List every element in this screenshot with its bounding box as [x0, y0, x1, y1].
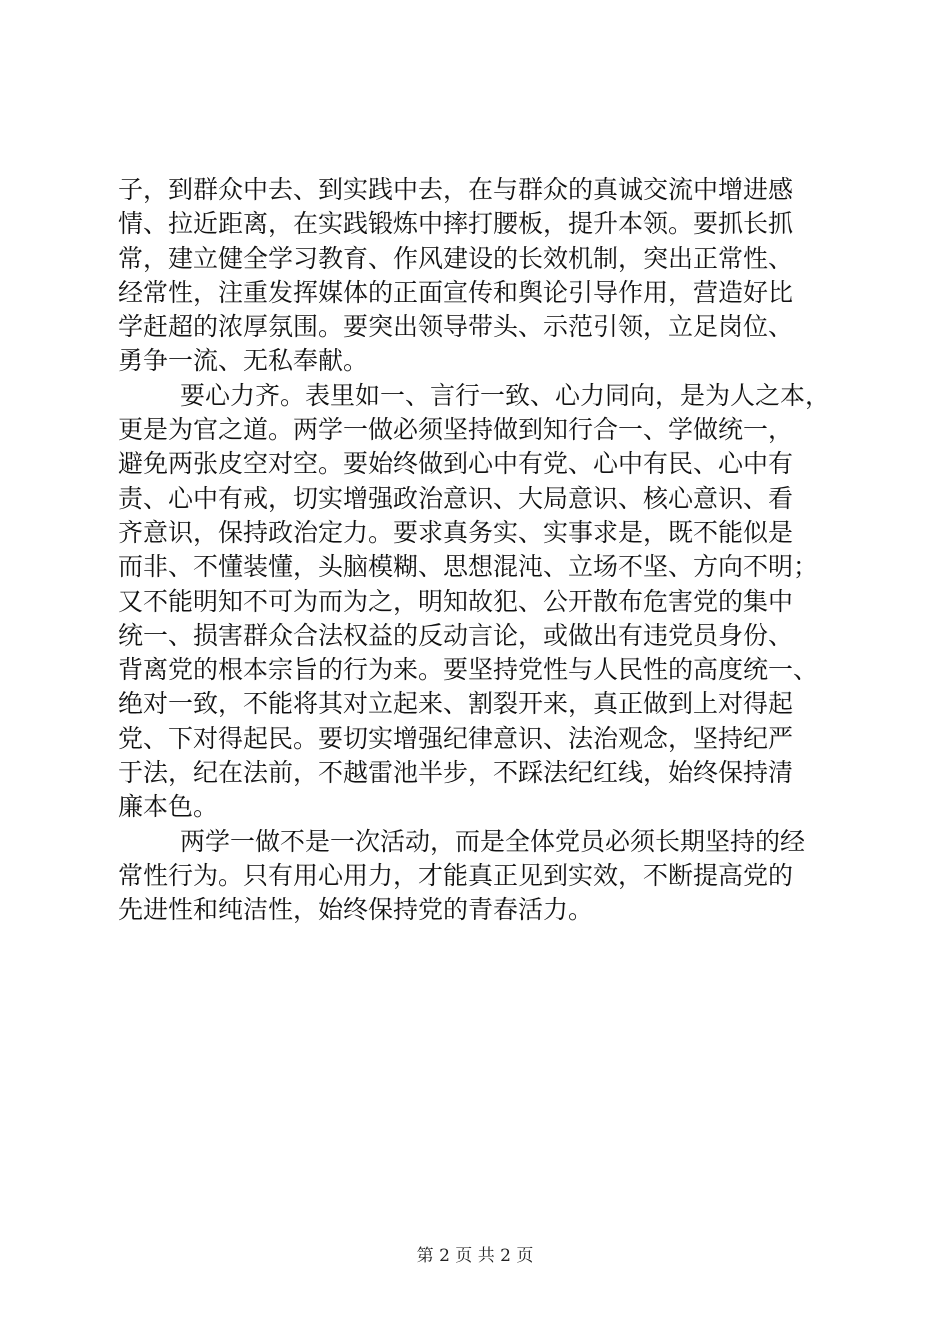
- text-line: 党、下对得起民。要切实增强纪律意识、法治观念，坚持纪严: [118, 723, 794, 753]
- page-number-footer: 第 2 页 共 2 页: [416, 1246, 534, 1266]
- paragraph-first-line: 要心力齐。表里如一、言行一致、心力同向，是为人之本，: [180, 380, 831, 410]
- text-line: 子，到群众中去、到实践中去，在与群众的真诚交流中增进感: [118, 175, 794, 204]
- text-line: 常性行为。只有用心用力，才能真正见到实效，不断提高党的: [118, 860, 794, 890]
- document-body: [118, 173, 838, 928]
- text-line: 统一、损害群众合法权益的反动言论，或做出有违党员身份、: [118, 620, 794, 650]
- text-line: 齐意识，保持政治定力。要求真务实、实事求是，既不能似是: [118, 517, 794, 547]
- text-line: 学赶超的浓厚氛围。要突出领导带头、示范引领，立足岗位、: [118, 312, 794, 342]
- text-line: 经常性，注重发挥媒体的正面宣传和舆论引导作用，营造好比: [118, 277, 794, 307]
- text-line: 廉本色。: [118, 792, 219, 822]
- text-line: 责、心中有戒，切实增强政治意识、大局意识、核心意识、看: [118, 483, 794, 513]
- text-line: 背离党的根本宗旨的行为来。要坚持党性与人民性的高度统一、: [118, 655, 819, 685]
- text-line: 又不能明知不可为而为之，明知故犯、公开散布危害党的集中: [118, 586, 794, 616]
- text-line: 常，建立健全学习教育、作风建设的长效机制，突出正常性、: [118, 243, 794, 273]
- text-line: 先进性和纯洁性，始终保持党的青春活力。: [118, 895, 594, 925]
- text-line: 更是为官之道。两学一做必须坚持做到知行合一、学做统一，: [118, 415, 794, 445]
- text-line: 而非、不懂装懂，头脑模糊、思想混沌、立场不坚、方向不明；: [118, 552, 819, 582]
- text-line: 绝对一致，不能将其对立起来、割裂开来，真正做到上对得起: [118, 689, 794, 719]
- text-line: 避免两张皮空对空。要始终做到心中有党、心中有民、心中有: [118, 449, 794, 479]
- text-line: 情、拉近距离，在实践锻炼中摔打腰板，提升本领。要抓长抓: [118, 209, 794, 239]
- text-line: 勇争一流、无私奉献。: [118, 346, 369, 376]
- text-line: 于法，纪在法前，不越雷池半步，不踩法纪红线，始终保持清: [118, 758, 794, 788]
- paragraph-first-line: 两学一做不是一次活动，而是全体党员必须长期坚持的经: [180, 826, 806, 856]
